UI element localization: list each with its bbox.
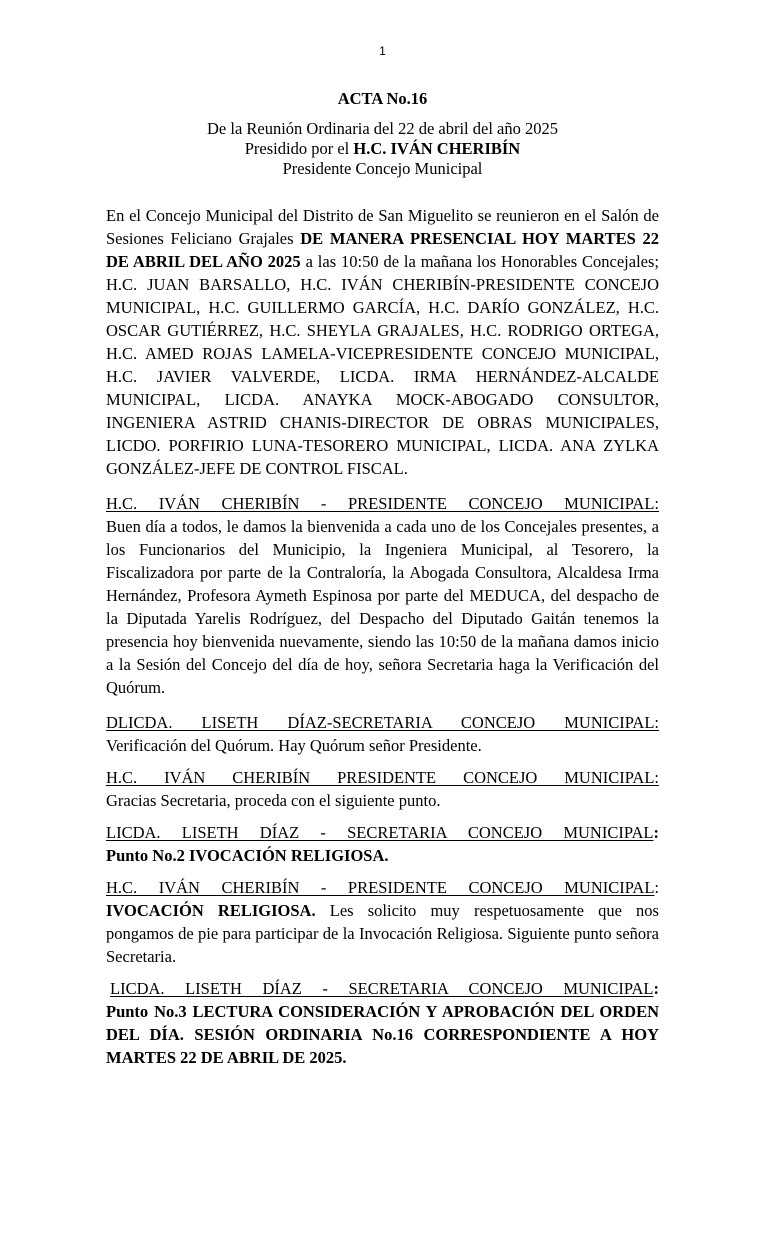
- speech-text: Les solicito muy respetuosamente que nos pongamos de pie para participar de la Invocación Religiosa. Siguiente punto señora Secretaria.: [106, 901, 659, 966]
- speech-bold-lead: IVOCACIÓN RELIGIOSA.: [106, 901, 316, 920]
- speaker-line: DLICDA. LISETH DÍAZ-SECRETARIA CONCEJO MUNICIPAL:: [106, 713, 659, 732]
- intro-paragraph: [106, 204, 659, 480]
- entry-6: [106, 977, 659, 1069]
- document-title: ACTA No.16: [337, 89, 428, 108]
- speaker-row: [106, 821, 659, 844]
- speaker-line: H.C. IVÁN CHERIBÍN - PRESIDENTE CONCEJO MUNICIPAL:: [106, 494, 659, 513]
- speech-text: Verificación del Quórum. Hay Quórum señor Presidente.: [106, 736, 482, 755]
- speaker-row: [106, 977, 659, 1000]
- document-body: [106, 204, 659, 1081]
- entry-2: [106, 711, 659, 757]
- header-line-1: De la Reunión Ordinaria del 22 de abril del año 2025: [207, 119, 558, 138]
- speaker-colon: :: [653, 823, 659, 842]
- speaker-line: LICDA. LISETH DÍAZ - SECRETARIA CONCEJO MUNICIPAL: [106, 823, 654, 842]
- speaker-line: H.C. IVÁN CHERIBÍN PRESIDENTE CONCEJO MUNICIPAL:: [106, 768, 659, 787]
- entry-1: [106, 492, 659, 699]
- header-line-3: Presidente Concejo Municipal: [282, 159, 483, 178]
- speech-text: Punto No.3 LECTURA CONSIDERACIÓN Y APROBACIÓN DEL ORDEN DEL DÍA. SESIÓN ORDINARIA No.16 CORRESPONDIENTE A HOY MARTES 22 DE ABRIL DE 2025.: [106, 1002, 659, 1067]
- speaker-colon: :: [654, 878, 659, 897]
- speaker-colon: :: [653, 979, 659, 998]
- header-line-2-prefix: Presidido por el: [244, 139, 354, 158]
- speech-text: Buen día a todos, le damos la bienvenida a cada uno de los Concejales presentes, a los Funcionarios del Municipio, la Ingeniera Municipal, al Tesorero, la Fiscalizadora por parte de la Contraloría, la Abogada Consultora, Alcaldesa Irma Hernández, Profesora Aymeth Espinosa por parte del MEDUCA, del despacho de la Diputada Yarelis Rodríguez, del Despacho del Diputado Gaitán tenemos la presencia hoy bienvenida nuevamente, siendo las 10:50 de la mañana damos inicio a la Sesión del Concejo del día de hoy, señora Secretaria haga la Verificación del Quórum.: [106, 517, 659, 697]
- page-number: 1: [379, 44, 386, 58]
- intro-part-1: En el Concejo Municipal del Distrito de San Miguelito se reunieron en el Salón de Sesiones Feliciano Grajales: [106, 206, 659, 248]
- entry-3: [106, 766, 659, 812]
- speech-text: Punto No.2 IVOCACIÓN RELIGIOSA.: [106, 846, 389, 865]
- speaker-row: [106, 876, 659, 899]
- entry-4: [106, 821, 659, 867]
- header-president-name: H.C. IVÁN CHERIBÍN: [353, 139, 521, 158]
- intro-bold: DE MANERA PRESENCIAL HOY MARTES 22 DE ABRIL DEL AÑO 2025: [106, 229, 660, 271]
- speech-text: Gracias Secretaria, proceda con el siguiente punto.: [106, 791, 441, 810]
- entry-5: [106, 876, 659, 968]
- speaker-line: H.C. IVÁN CHERIBÍN - PRESIDENTE CONCEJO MUNICIPAL: [106, 878, 655, 897]
- intro-part-2: a las 10:50 de la mañana los Honorables Concejales; H.C. JUAN BARSALLO, H.C. IVÁN CHERIBÍN-PRESIDENTE CONCEJO MUNICIPAL, H.C. GUILLERMO GARCÍA, H.C. DARÍO GONZÁLEZ, H.C. OSCAR GUTIÉRREZ, H.C. SHEYLA GRAJALES, H.C. RODRIGO ORTEGA, H.C. AMED ROJAS LAMELA-VICEPRESIDENTE CONCEJO MUNICIPAL, H.C. JAVIER VALVERDE, LICDA. IRMA HERNÁNDEZ-ALCALDE MUNICIPAL, LICDA. ANAYKA MOCK-ABOGADO CONSULTOR, INGENIERA ASTRID CHANIS-DIRECTOR DE OBRAS MUNICIPALES, LICDO. PORFIRIO LUNA-TESORERO MUNICIPAL, LICDA. ANA ZYLKA GONZÁLEZ-JEFE DE CONTROL FISCAL.: [106, 252, 659, 478]
- document-header: [106, 89, 659, 179]
- header-line-2: [106, 139, 659, 159]
- speaker-line: LICDA. LISETH DÍAZ - SECRETARIA CONCEJO MUNICIPAL: [110, 979, 654, 998]
